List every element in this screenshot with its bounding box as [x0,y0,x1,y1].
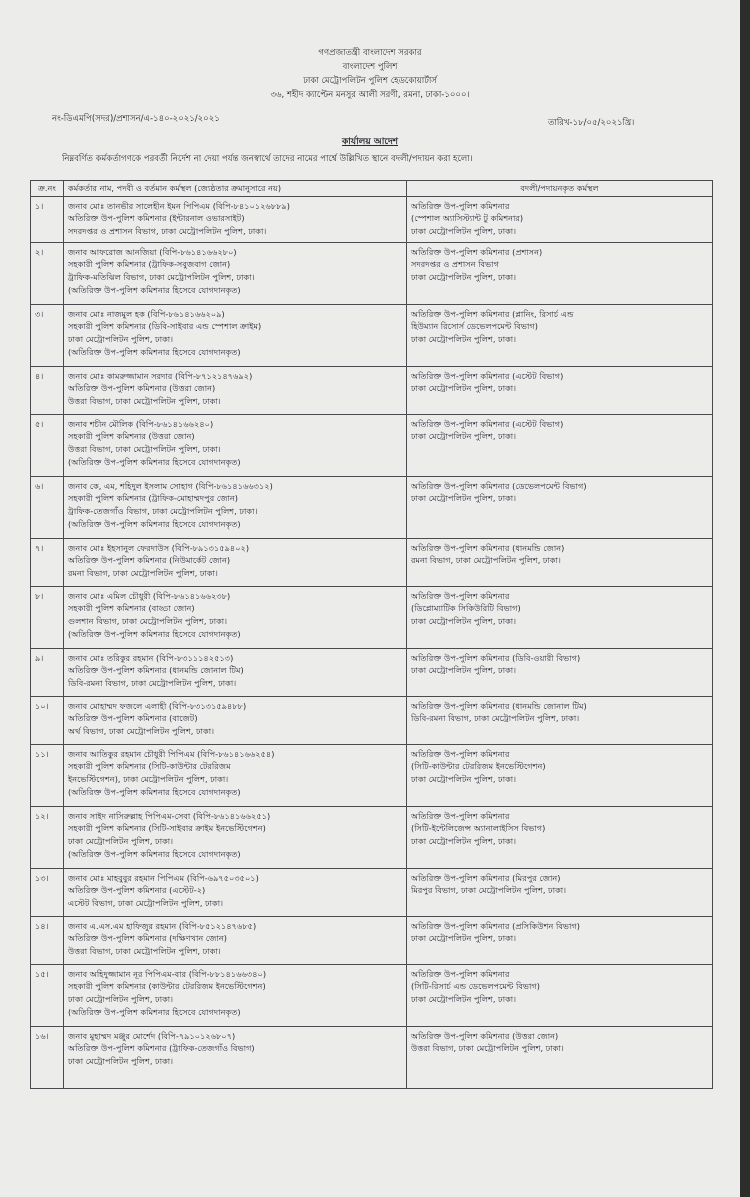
current-post-line: জনাব অহিদুজ্জামান নূর পিপিএম-বার (বিপি-৮৮১৪১৬৬৩৪০) [68,968,267,979]
serial-number: ১১। [31,744,64,806]
serial-number: ৭। [31,538,64,586]
current-post-line: এস্টেট বিভাগ, ঢাকা মেট্রোপলিটন পুলিশ, ঢাকা। [68,898,224,909]
serial-number: ৬। [31,476,64,538]
table-row [31,242,713,304]
current-post-line: অতিরিক্ত উপ-পুলিশ কমিশনার (বাজেট) [68,713,198,724]
new-post-line: অতিরিক্ত উপ-পুলিশ কমিশনার [411,968,510,979]
current-post-line: সহকারী পুলিশ কমিশনার (ট্রাফিক-সবুজবাগ জোন) [68,259,231,270]
new-post-line: (ডিপ্লোম্যাটিক সিকিউরিটি বিভাগ) [411,603,521,614]
new-post-cell [407,964,713,1026]
new-post-line: ঢাকা মেট্রোপলিটন পুলিশ, ঢাকা। [411,933,517,944]
table-row [31,304,713,366]
new-post-line: ঢাকা মেট্রোপলিটন পুলিশ, ঢাকা। [411,226,517,237]
new-post-line: অতিরিক্ত উপ-পুলিশ কমিশনার (প্লানিং, রিসার্চ এন্ড [411,308,574,319]
serial-number: ৪। [31,366,64,414]
new-post-cell [407,648,713,696]
current-post-cell [64,414,407,476]
current-post-line: উত্তরা বিভাগ, ঢাকা মেট্রোপলিটন পুলিশ, ঢাকা। [68,946,221,957]
current-post-line: জনাব আফরোজ আনজিয়া (বিপি-৮৬১৪১৬৬২৮০) [68,246,237,257]
current-post-line: (অতিরিক্ত উপ-পুলিশ কমিশনার হিসেবে যোগদানকৃত) [68,456,241,467]
table-row [31,868,713,916]
current-post-cell [64,964,407,1026]
new-post-line: অতিরিক্ত উপ-পুলিশ কমিশনার (ডেভেলপমেন্ট বিভাগ) [411,480,587,491]
header-current-post: কর্মকর্তার নাম, পদবী ও বর্তমান কর্মস্থল (জ্যেষ্ঠতার ক্রমানুসারে নয়) [64,181,407,197]
current-post-line: জনাব মোঃ কামরুজ্জামান সরদার (বিপি-৮৭১২১৪৭৬৯২) [68,370,253,381]
current-post-line: জনাব মোঃ তরিকুর রহমান (বিপি-৮৩১১১৪২৫১৩) [68,652,234,663]
current-post-line: জনাব মোঃ এমিল চৌধুরী (বিপি-৮৬১৪১৬৬২৩৮) [68,590,231,601]
current-post-line: জনাব মোঃ ইহসানুল ফেরদাউস (বিপি-৮৯১৩১৫৯৪০২) [68,542,250,553]
table-row [31,476,713,538]
serial-number: ১৫। [31,964,64,1026]
current-post-line: অর্থ বিভাগ, ঢাকা মেট্রোপলিটন পুলিশ, ঢাকা। [68,726,215,737]
current-post-line: (অতিরিক্ত উপ-পুলিশ কমিশনার হিসেবে যোগদানকৃত) [68,346,241,357]
current-post-line: অতিরিক্ত উপ-পুলিশ কমিশনার (নিউমার্কেট জোন) [68,555,231,566]
new-post-line: ঢাকা মেট্রোপলিটন পুলিশ, ঢাকা। [411,665,517,676]
table-row [31,586,713,648]
current-post-line: (অতিরিক্ত উপ-পুলিশ কমিশনার হিসেবে যোগদানকৃত) [68,1006,241,1017]
table-body [31,196,713,1088]
header-serial: ক্র.নং [31,181,64,197]
new-post-line: ঢাকা মেট্রোপলিটন পুলিশ, ঢাকা। [411,431,517,442]
current-post-line: সহকারী পুলিশ কমিশনার (সিটি-সাইবার ক্রাইম ইনভেস্টিগেশন) [68,823,266,834]
new-post-line: অতিরিক্ত উপ-পুলিশ কমিশনার (ধানমন্ডি জোনাল টিম) [411,700,587,711]
new-post-line: ঢাকা মেট্রোপলিটন পুলিশ, ঢাকা। [411,616,517,627]
new-post-cell [407,868,713,916]
current-post-line: সহকারী পুলিশ কমিশনার (সিটি-কাউন্টার টেররিজম [68,761,231,772]
serial-number: ১২। [31,806,64,868]
current-post-line: সদরদপ্তর ও প্রশাসন বিভাগ, ঢাকা মেট্রোপলিটন পুলিশ, ঢাকা। [68,226,267,237]
current-post-cell [64,366,407,414]
table-row [31,414,713,476]
current-post-line: জনাব এ.এস.এম হাফিজুর রহমান (বিপি-৮৫১২১৪৭৬৮৫) [68,920,257,931]
serial-number: ১। [31,196,64,242]
serial-number: ১৩। [31,868,64,916]
current-post-line: (অতিরিক্ত উপ-পুলিশ কমিশনার হিসেবে যোগদানকৃত) [68,628,241,639]
new-post-line: ঢাকা মেট্রোপলিটন পুলিশ, ঢাকা। [411,836,517,847]
table-row [31,648,713,696]
current-post-line: ট্রাফিক-মতিঝিল বিভাগ, ঢাকা মেট্রোপলিটন পুলিশ, ঢাকা। [68,272,255,283]
current-post-cell [64,304,407,366]
table-row [31,806,713,868]
current-post-line: ঢাকা মেট্রোপলিটন পুলিশ, ঢাকা। [68,334,174,345]
new-post-line: (সিটি-কাউন্টার টেররিজম ইনভেস্টিগেশন) [411,761,546,772]
current-post-line: (অতিরিক্ত উপ-পুলিশ কমিশনার হিসেবে যোগদানকৃত) [68,786,241,797]
current-post-line: অতিরিক্ত উপ-পুলিশ কমিশনার (ইন্টারনাল ওভারসাইট) [68,213,245,224]
current-post-line: জনাব মোঃ তানভীর সালেহীন ইমন পিপিএম (বিপি-৮৪১০১২৬৮৮৯) [68,200,290,211]
current-post-cell [64,696,407,744]
current-post-line: সহকারী পুলিশ কমিশনার (কাউন্টার টেররিজম ইনভেস্টিগেশন) [68,981,266,992]
current-post-line: জনাব মুহাম্মদ মঞ্জুর মোর্শেদ (বিপি-৭৯১০১২৬৮০৭) [68,1030,236,1041]
current-post-line: অতিরিক্ত উপ-পুলিশ কমিশনার (ধানমন্ডি জোনাল টিম) [68,665,244,676]
table-header-row [31,181,713,197]
current-post-line: সহকারী পুলিশ কমিশনার (উত্তরা জোন) [68,431,195,442]
current-post-line: রমনা বিভাগ, ঢাকা মেট্রোপলিটন পুলিশ, ঢাকা। [68,568,218,579]
new-post-line: অতিরিক্ত উপ-পুলিশ কমিশনার (ধানমন্ডি জোন) [411,542,565,553]
order-intro: নিম্নবর্ণিত কর্মকর্তাগণকে পরবর্তী নির্দেশ না দেয়া পর্যন্ত জনস্বার্থে তাদের নামের পার্শ্বে উল্লিখিত স্থানে বদলী/পদায়ন করা হলো। [62,154,473,164]
current-post-line: (অতিরিক্ত উপ-পুলিশ কমিশনার হিসেবে যোগদানকৃত) [68,518,241,529]
new-post-line: ঢাকা মেট্রোপলিটন পুলিশ, ঢাকা। [411,334,517,345]
serial-number: ১৪। [31,916,64,964]
new-post-line: অতিরিক্ত উপ-পুলিশ কমিশনার [411,810,510,821]
serial-number: ৫। [31,414,64,476]
new-post-line: ঢাকা মেট্রোপলিটন পুলিশ, ঢাকা। [411,994,517,1005]
current-post-cell [64,648,407,696]
current-post-line: জনাব আতিকুর রহমান চৌধুরী পিপিএম (বিপি-৮৬১৪১৬৬২৫৪) [68,748,275,759]
new-post-line: অতিরিক্ত উপ-পুলিশ কমিশনার [411,200,510,211]
new-post-cell [407,696,713,744]
header-govt: গণপ্রজাতন্ত্রী বাংলাদেশ সরকার [318,48,422,58]
transfer-table [30,180,713,1089]
current-post-line: সহকারী পুলিশ কমিশনার (বাড্ডা জোন) [68,603,195,614]
new-post-cell [407,414,713,476]
header-address: ৩৬, শহীদ ক্যাপ্টেন মনসুর আলী সরণী, রমনা, ঢাকা-১০০০। [270,90,470,100]
header-police: বাংলাদেশ পুলিশ [342,62,398,72]
serial-number: ৩। [31,304,64,366]
new-post-cell [407,196,713,242]
new-post-line: সদরদপ্তর ও প্রশাসন বিভাগ [411,259,499,270]
new-post-line: ঢাকা মেট্রোপলিটন পুলিশ, ঢাকা। [411,774,517,785]
header-new-post: বদলী/পদায়নকৃত কর্মস্থল [407,181,713,197]
new-post-line: অতিরিক্ত উপ-পুলিশ কমিশনার [411,748,510,759]
new-post-cell [407,304,713,366]
desk-background [740,0,750,1197]
new-post-line: (স্পেশাল অ্যাসিস্ট্যান্ট টু কমিশনার) [411,213,524,224]
current-post-line: জনাব কে, এম, শহিদুল ইসলাম সোহাগ (বিপি-৮৬১৪১৬৬৩১২) [68,480,273,491]
new-post-line: মিরপুর বিভাগ, ঢাকা মেট্রোপলিটন পুলিশ, ঢাকা। [411,885,567,896]
current-post-cell [64,916,407,964]
new-post-cell [407,476,713,538]
current-post-cell [64,196,407,242]
new-post-cell [407,744,713,806]
table-row [31,196,713,242]
current-post-line: অতিরিক্ত উপ-পুলিশ কমিশনার (উত্তরা জোন) [68,383,216,394]
current-post-cell [64,806,407,868]
new-post-line: অতিরিক্ত উপ-পুলিশ কমিশনার (প্রশাসন) [411,246,543,257]
new-post-line: অতিরিক্ত উপ-পুলিশ কমিশনার (প্রসিকিউশন বিভাগ) [411,920,580,931]
new-post-line: (সিটি-ইন্টেলিজেন্স অ্যানালাইসিস বিভাগ) [411,823,546,834]
new-post-line: ঢাকা মেট্রোপলিটন পুলিশ, ঢাকা। [411,272,517,283]
new-post-cell [407,1026,713,1088]
current-post-line: জনাব মোঃ নাজমুল হক (বিপি-৮৬১৪১৬৬২০৯) [68,308,225,319]
current-post-line: ইনভেস্টিগেশন), ঢাকা মেট্রোপলিটন পুলিশ, ঢাকা। [68,774,229,785]
current-post-cell [64,744,407,806]
new-post-cell [407,366,713,414]
serial-number: ৮। [31,586,64,648]
serial-number: ৯। [31,648,64,696]
serial-number: ১০। [31,696,64,744]
current-post-line: অতিরিক্ত উপ-পুলিশ কমিশনার (দক্ষিণখান জোন) [68,933,227,944]
table-row [31,366,713,414]
current-post-line: সহকারী পুলিশ কমিশনার (ট্রাফিক-মোহাম্মদপুর জোন) [68,493,238,504]
current-post-cell [64,476,407,538]
current-post-line: (অতিরিক্ত উপ-পুলিশ কমিশনার হিসেবে যোগদানকৃত) [68,284,241,295]
current-post-line: জনাব মোহাম্মদ ফজলে এলাহী (বিপি-৮৩১৩১৫৯৪৮৮) [68,700,247,711]
current-post-line: অতিরিক্ত উপ-পুলিশ কমিশনার (ট্রাফিক-তেজগাঁও বিভাগ) [68,1043,255,1054]
current-post-line: গুলশান বিভাগ, ঢাকা মেট্রোপলিটন পুলিশ, ঢাকা। [68,616,228,627]
table-row [31,744,713,806]
memo-reference: নং-ডিএমপি(সদর)/প্রশাসন/এ-১৪০-২০২১/২০২১ [52,114,220,124]
new-post-cell [407,916,713,964]
serial-number: ২। [31,242,64,304]
current-post-line: ডিবি-রমনা বিভাগ, ঢাকা মেট্রোপলিটন পুলিশ, ঢাকা। [68,678,237,689]
new-post-line: অতিরিক্ত উপ-পুলিশ কমিশনার (এস্টেট বিভাগ) [411,370,564,381]
table-row [31,538,713,586]
current-post-line: (অতিরিক্ত উপ-পুলিশ কমিশনার হিসেবে যোগদানকৃত) [68,848,241,859]
new-post-line: ডিবি-রমনা বিভাগ, ঢাকা মেট্রোপলিটন পুলিশ, ঢাকা। [411,713,580,724]
current-post-line: উত্তরা বিভাগ, ঢাকা মেট্রোপলিটন পুলিশ, ঢাকা। [68,396,221,407]
new-post-cell [407,242,713,304]
new-post-line: অতিরিক্ত উপ-পুলিশ কমিশনার (উত্তরা জোন) [411,1030,559,1041]
current-post-line: ট্রাফিক-তেজগাঁও বিভাগ, ঢাকা মেট্রোপলিটন পুলিশ, ঢাকা। [68,506,258,517]
new-post-line: অতিরিক্ত উপ-পুলিশ কমিশনার (মিরপুর জোন) [411,872,561,883]
new-post-line: ঢাকা মেট্রোপলিটন পুলিশ, ঢাকা। [411,493,517,504]
current-post-line: জনাব শচীন মৌলিক (বিপি-৮৬১৪১৬৬২৪০) [68,418,214,429]
table-row [31,964,713,1026]
new-post-line: ঢাকা মেট্রোপলিটন পুলিশ, ঢাকা। [411,383,517,394]
serial-number: ১৬। [31,1026,64,1088]
new-post-line: রমনা বিভাগ, ঢাকা মেট্রোপলিটন পুলিশ, ঢাকা। [411,555,561,566]
new-post-cell [407,538,713,586]
new-post-line: অতিরিক্ত উপ-পুলিশ কমিশনার [411,590,510,601]
current-post-line: ঢাকা মেট্রোপলিটন পুলিশ, ঢাকা। [68,1056,174,1067]
current-post-cell [64,242,407,304]
new-post-cell [407,586,713,648]
new-post-line: হিউম্যান রিসোর্স ডেভেলপমেন্ট বিভাগ) [411,321,538,332]
header-dmp: ঢাকা মেট্রোপলিটন পুলিশ হেডকোয়ার্টার্স [303,76,437,86]
current-post-line: ঢাকা মেট্রোপলিটন পুলিশ, ঢাকা। [68,994,174,1005]
new-post-line: অতিরিক্ত উপ-পুলিশ কমিশনার (ডিবি-ওয়ারী বিভাগ) [411,652,581,663]
current-post-line: উত্তরা বিভাগ, ঢাকা মেট্রোপলিটন পুলিশ, ঢাকা। [68,444,221,455]
new-post-line: উত্তরা বিভাগ, ঢাকা মেট্রোপলিটন পুলিশ, ঢাকা। [411,1043,564,1054]
new-post-line: অতিরিক্ত উপ-পুলিশ কমিশনার (এস্টেট বিভাগ) [411,418,564,429]
table-row [31,1026,713,1088]
current-post-cell [64,538,407,586]
current-post-cell [64,586,407,648]
current-post-line: সহকারী পুলিশ কমিশনার (ডিবি-সাইবার এন্ড স্পেশাল ক্রাইম) [68,321,262,332]
new-post-line: (সিটি-রিসার্চ এন্ড ডেভেলপমেন্ট বিভাগ) [411,981,540,992]
current-post-line: জনাব মোঃ মাহবুবুর রহমান পিপিএম (বিপি-৬৯৭৫০৩৫০১) [68,872,259,883]
table-row [31,916,713,964]
current-post-line: ঢাকা মেট্রোপলিটন পুলিশ, ঢাকা। [68,836,174,847]
current-post-line: জনাব সাইদ নাসিরুল্লাহ পিপিএম-সেবা (বিপি-৮৬১৪১৬৬২৫১) [68,810,271,821]
new-post-cell [407,806,713,868]
table-row [31,696,713,744]
current-post-cell [64,1026,407,1088]
current-post-line: অতিরিক্ত উপ-পুলিশ কমিশনার (এস্টেট-২) [68,885,206,896]
memo-date: তারিখ-১৮/০৫/২০২১খ্রি। [548,118,635,128]
current-post-cell [64,868,407,916]
order-title: কার্যালয় আদেশ [341,137,398,147]
